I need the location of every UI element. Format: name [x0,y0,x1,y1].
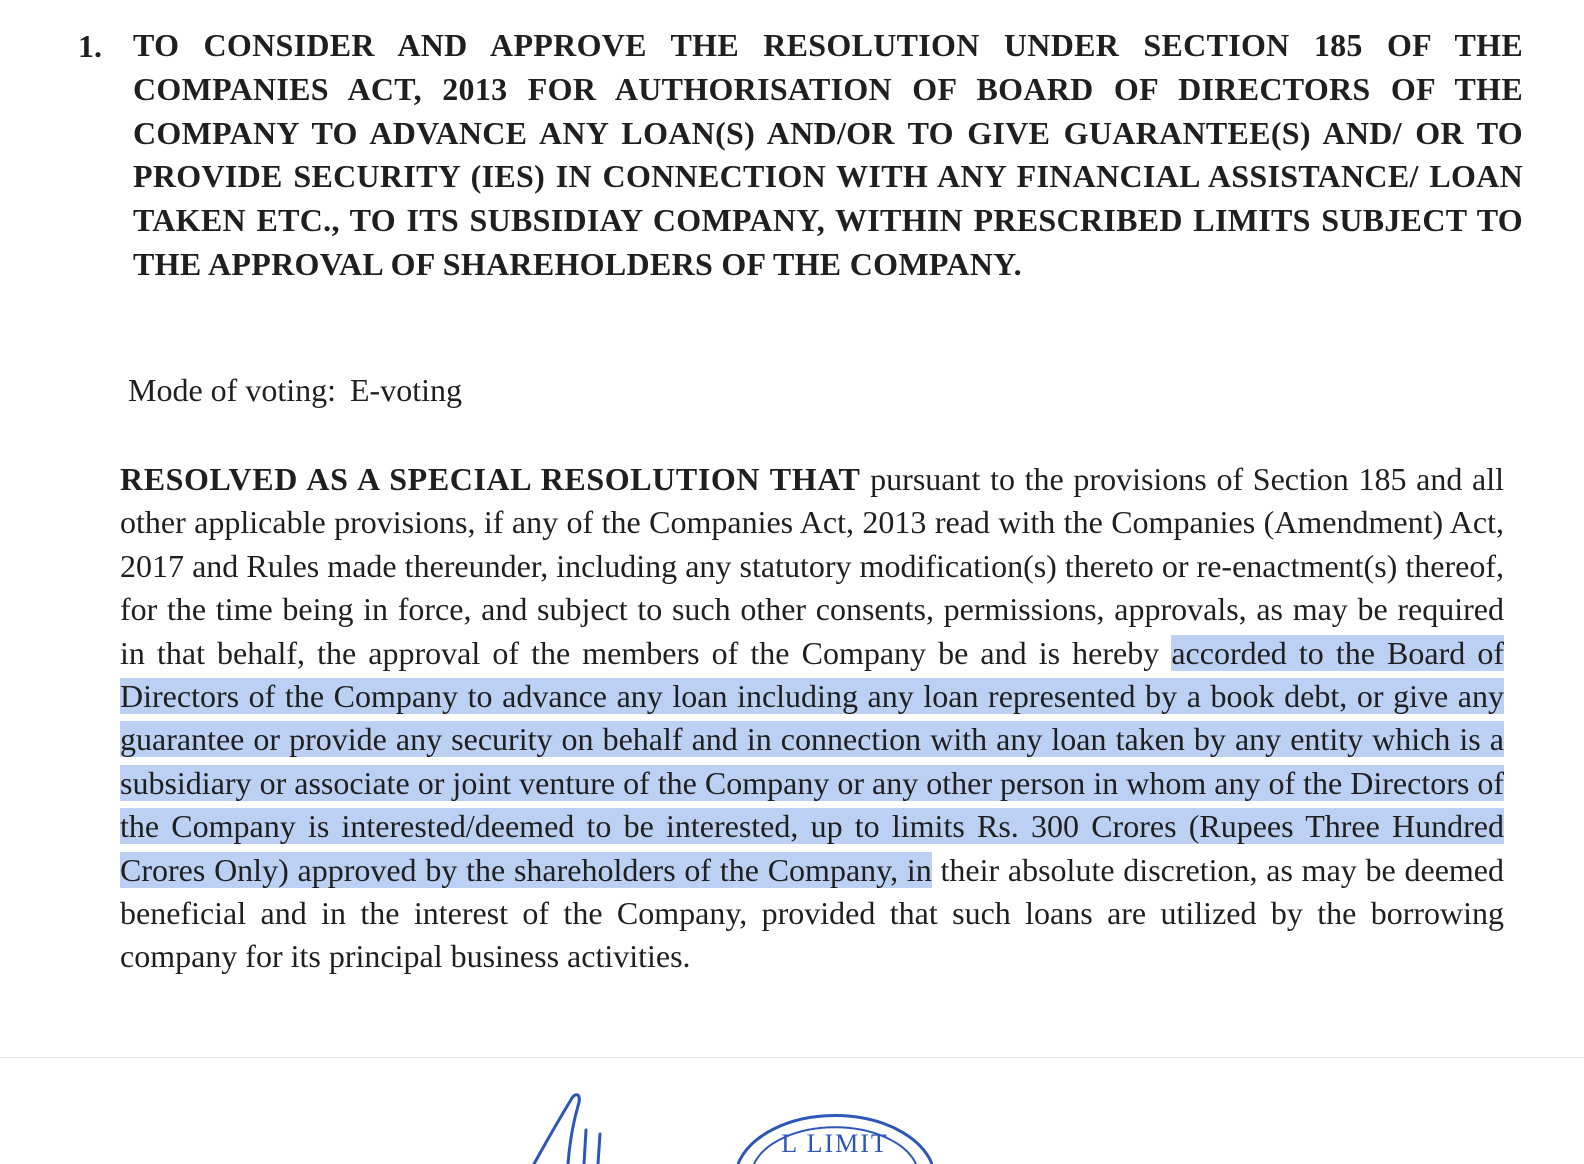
highlighted-selection[interactable]: accorded to the Board of Directors of the Company to advance any loan including any loan represented by a book debt, or give any guarantee or provide any security on behalf and in connection with any loan taken by any entity which is a subsidiary or associate or joint venture of the Company or any other person in whom any of the Directors of the Company is interested/deemed to be interested, up to limits Rs. 300 Crores (Rupees Three Hundred Crores Only) approved by the shareholders of the Company, in [120,634,1505,888]
mode-of-voting-label: Mode of voting: [128,372,336,408]
company-seal-stamp [730,1108,940,1164]
mode-of-voting-value: E-voting [349,372,462,408]
seal-text: L LIMIT [781,1129,889,1158]
resolution-lead: RESOLVED AS A SPECIAL RESOLUTION THAT [120,461,861,497]
resolution-text-after: their absolute discretion, as may be deemed beneficial and in the interest of the Company, provided that such loans are utilized by the borrowing company for its principal business activities. [120,851,1505,975]
signature-stroke [534,1095,600,1164]
signature-mark [520,1090,620,1164]
page-bottom-rule [0,1057,1584,1058]
resolution-text-before: pursuant to the provisions of Section 185 and all other applicable provisions, if any of the Companies Act, 2013 read with the Companies (Amendment) Act, 2017 and Rules made thereunder, including any statutory modification(s) thereto or re-enactment(s) thereof, for the time being in force, and subject to such other consents, permissions, approvals, as may be required in that behalf, the approval of the members of the Company be and is hereby [120,461,1504,671]
resolution-heading: TO CONSIDER AND APPROVE THE RESOLUTION UNDER SECTION 185 OF THE COMPANIES ACT, 2013 FOR AUTHORISATION OF BOARD OF DIRECTORS OF THE COMPANY TO ADVANCE ANY LOAN(S) AND/OR TO GIVE GUARANTEE(S) AND/ OR TO PROVIDE SECURITY (IES) IN CONNECTION WITH ANY FINANCIAL ASSISTANCE/ LOAN TAKEN ETC., TO ITS SUBSIDIAY COMPANY, WITHIN PRESCRIBED LIMITS SUBJECT TO THE APPROVAL OF SHAREHOLDERS OF THE COMPANY. [133,27,1523,282]
mode-of-voting [128,368,462,412]
item-number: 1. [78,28,102,64]
resolution-body[interactable] [120,458,1504,979]
